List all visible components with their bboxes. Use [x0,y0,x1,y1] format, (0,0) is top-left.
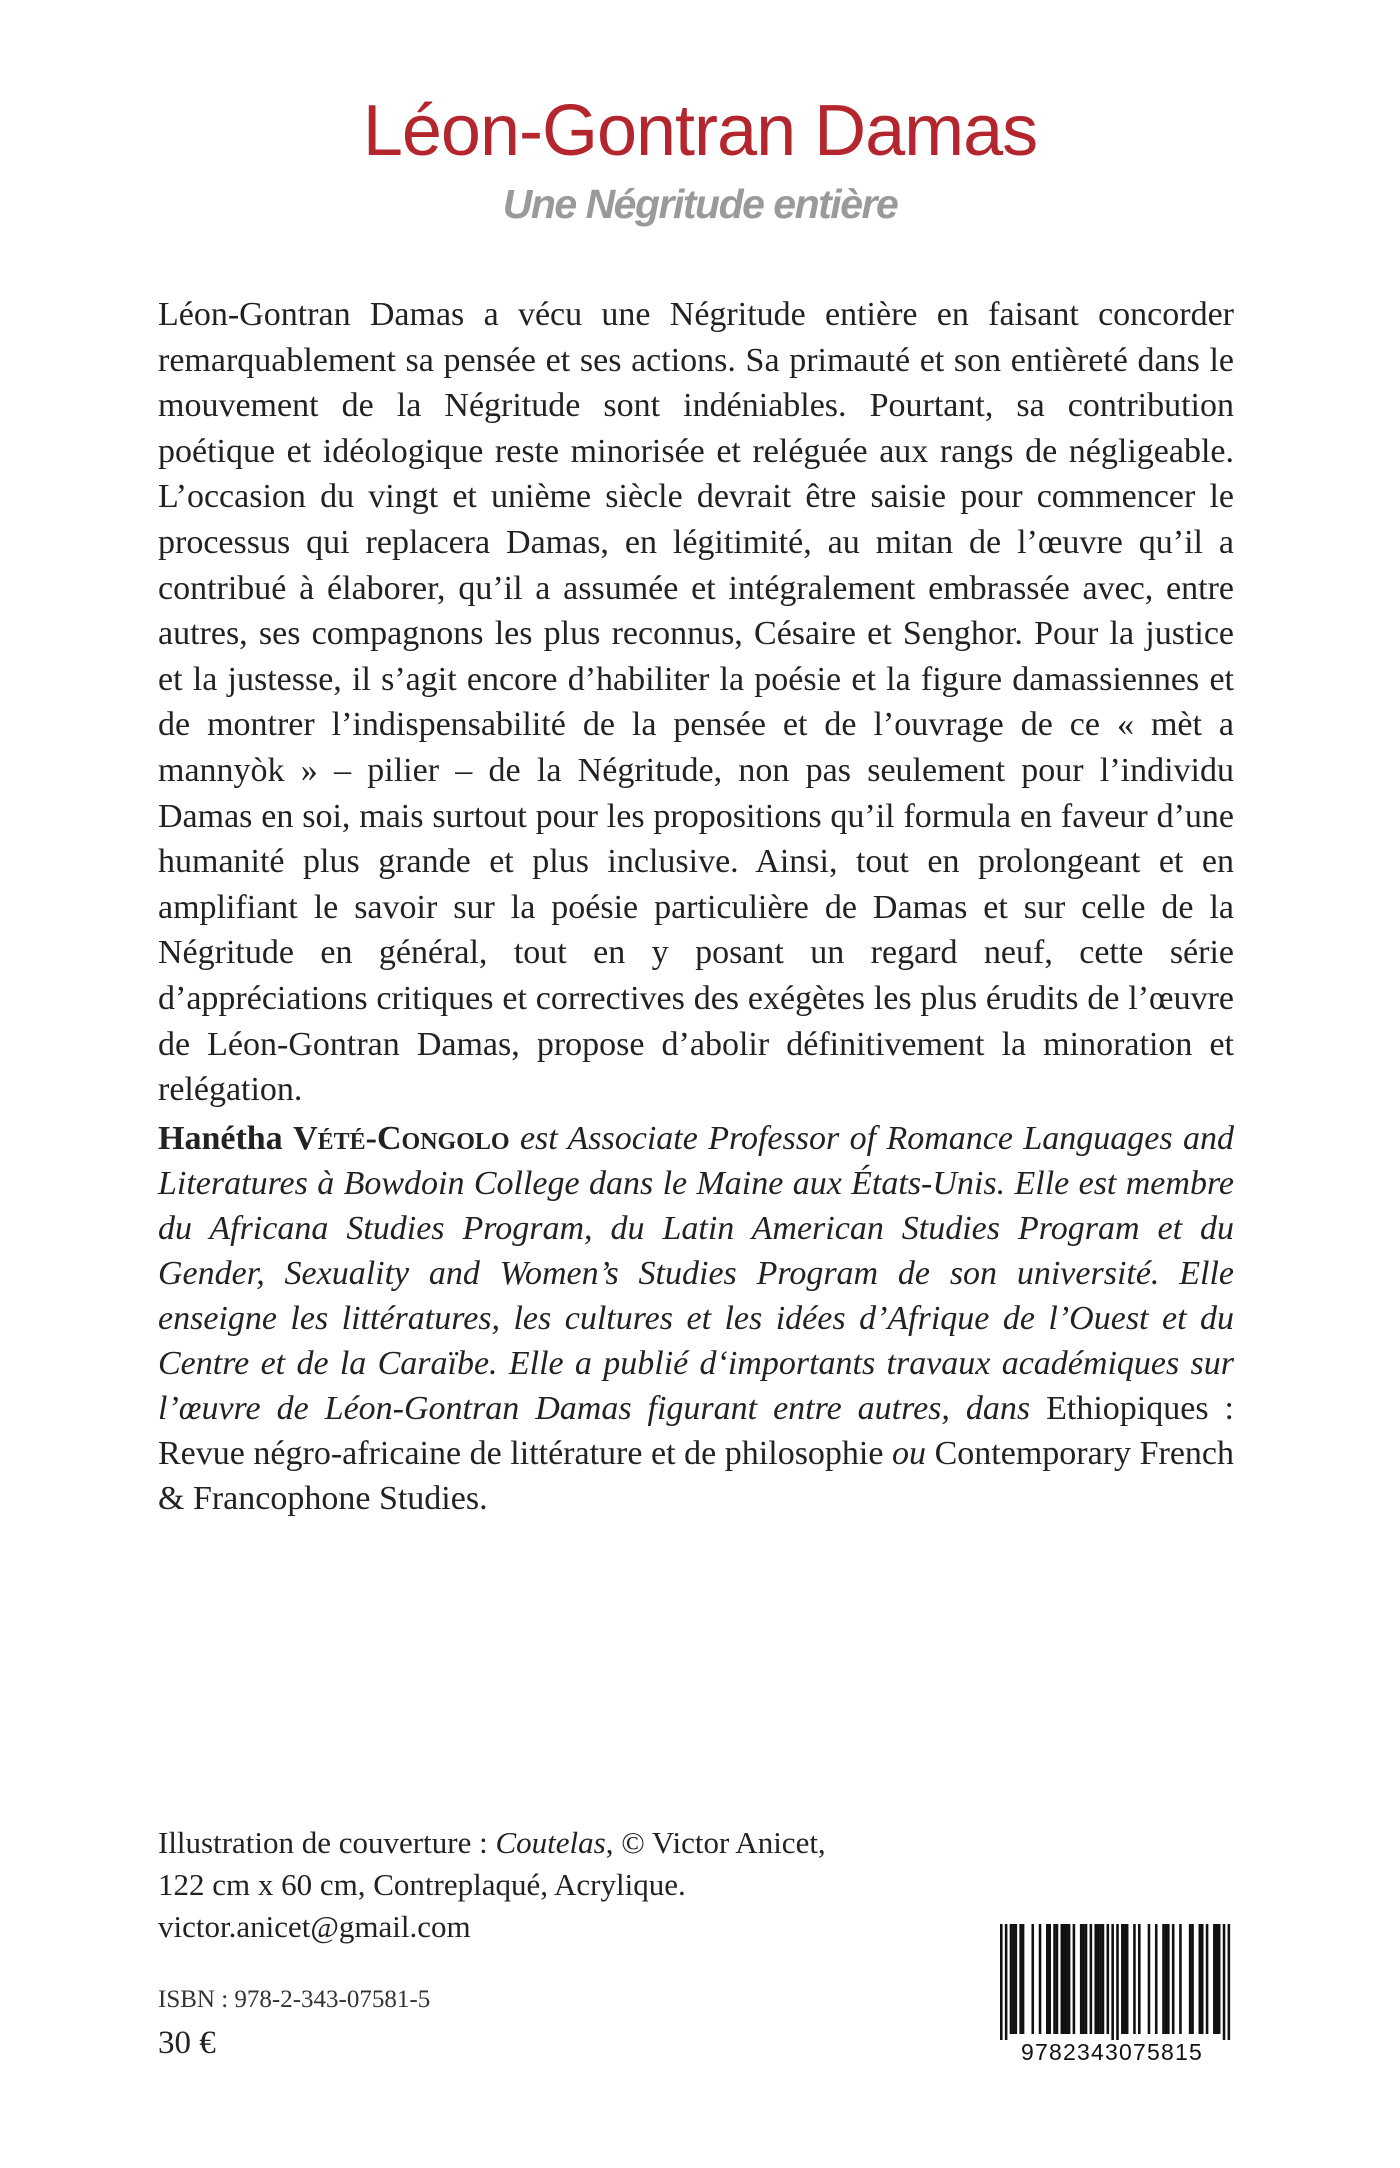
summary-paragraph: Léon-Gontran Damas a vécu une Négritude entière en faisant concorder remarquablement sa pensée et ses actions. Sa primauté et son entièreté dans le mouvement de la Négritude sont indéniables. Pourtant, sa contribution poétique et idéologique reste minorisée et reléguée aux rangs de négligeable. L’occasion du vingt et unième siècle devrait être saisie pour commencer le processus qui replacera Damas, en légitimité, au mitan de l’œuvre qu’il a contribué à élaborer, qu’il a assumée et intégralement embrassée avec, entre autres, ses compagnons les plus reconnus, Césaire et Senghor. Pour la justice et la justesse, il s’agit encore d’habiliter la poésie et la figure damassiennes et de montrer l’indispensabilité de la pensée et de l’ouvrage de ce « mèt a mannyòk » – pilier – de la Négritude, non pas seulement pour l’individu Damas en soi, mais surtout pour les propositions qu’il formula en faveur d’une humanité plus grande et plus inclusive. Ainsi, tout en prolongeant et en amplifiant le savoir sur la poésie particulière de Damas et sur celle de la Négritude en général, tout en y posant un regard neuf, cette série d’appréciations critiques et correctives des exégètes les plus érudits de l’œuvre de Léon-Gontran Damas, propose d’abolir définitivement la minoration et relégation. [158,296,1234,1109]
barcode-bar [1090,1924,1093,2034]
barcode-digits: 9782343075815 [1021,2039,1203,2065]
barcode-bar [1094,1924,1097,2034]
barcode-bar [1155,1924,1158,2034]
author-last-name: Vété-Congolo [293,1120,510,1157]
barcode-bar [1046,1924,1049,2034]
barcode-bar [1206,1924,1209,2034]
barcode-bar [1213,1924,1216,2034]
cover-credits [158,1822,918,1948]
credits-line-1 [158,1822,918,1864]
barcode-bar [1172,1924,1175,2034]
barcode-bar [1000,1924,1003,2040]
book-subtitle: Une Négritude entière [502,181,898,227]
barcode-bar [1010,1924,1013,2034]
barcode-bar [1053,1924,1056,2034]
barcode-bar [1133,1924,1136,2034]
price: 30 € [158,2025,216,2061]
barcode-bar [1099,1924,1102,2034]
credits-artist: , © Victor Anicet, [605,1825,826,1860]
barcode-bar [1012,1924,1015,2034]
barcode-bar [1080,1924,1083,2034]
barcode-bar [1199,1924,1202,2034]
barcode-bar [1022,1924,1025,2034]
journal-ethiopiques: Ethiopiques : Revue négro-africaine de littérature et de philosophie [158,1390,1234,1472]
isbn: ISBN : 978-2-343-07581-5 [158,1986,431,2013]
barcode-bar [1073,1924,1076,2034]
bio-connector: ou [883,1435,935,1472]
barcode-bar [1107,1924,1110,2034]
barcode-bar [1148,1924,1151,2034]
barcode-bar [1228,1924,1231,2040]
barcode-bar [1215,1924,1218,2034]
barcode-bar [1126,1924,1129,2034]
barcode-bar [1102,1924,1105,2034]
barcode-bar [1039,1924,1042,2034]
barcode-bar [1121,1924,1124,2034]
barcode-bar [1048,1924,1051,2034]
barcode-bar [1061,1924,1064,2034]
barcode-bar [1056,1924,1059,2034]
barcode-bar [1189,1924,1192,2034]
barcode-bar [1223,1924,1226,2040]
barcode-bar [1201,1924,1204,2034]
barcode-bar [1019,1924,1022,2034]
barcode-bar [1111,1924,1114,2040]
barcode-bar [1065,1924,1068,2034]
artwork-title: Coutelas [495,1825,606,1860]
barcode-bar [1063,1924,1066,2034]
barcode-bar [1218,1924,1221,2034]
credits-prefix: Illustration de couverture : [158,1825,496,1860]
bio-text: est Associate Professor of Romance Languages and Literatures à Bowdoin College dans le Maine aux États-Unis. Elle est membre du Africana Studies Program, du Latin American Studies Program et du Gender, Sexuality and Women’s Studies Program de son université. Elle enseigne les littératures, les cultures et les idées d’Afrique de l’Ouest et du Centre et de la Caraïbe. Elle a publié d‘importants travaux académiques sur l’œuvre de Léon-Gontran Damas figurant entre autres, dans [158,1120,1234,1427]
barcode-bar [1138,1924,1141,2034]
barcode-bar [1165,1924,1168,2034]
barcode-bar [1167,1924,1170,2034]
barcode-bar [1179,1924,1182,2034]
barcode-bar [1162,1924,1165,2034]
book-title: Léon-Gontran Damas [362,91,1038,171]
barcode-bar [1191,1924,1194,2034]
journal-contemporary-french: Contemporary French & Francophone Studies. [158,1435,1235,1517]
barcode-bar [1097,1924,1100,2034]
barcode-bar [1015,1924,1018,2034]
barcode-bar [1068,1924,1071,2034]
author-bio [158,1116,1234,1521]
barcode-bar [1116,1924,1119,2040]
credits-line-2: 122 cm x 60 cm, Contreplaqué, Acrylique. [158,1867,686,1902]
credits-email: victor.anicet@gmail.com [158,1909,471,1944]
barcode-bar [1085,1924,1088,2034]
barcode-bar [1031,1924,1034,2034]
barcode-bar [1005,1924,1008,2040]
author-first-name: Hanétha [158,1120,283,1157]
barcode-bar [1082,1924,1085,2034]
barcode [990,1922,1234,2067]
barcode-bars [990,1922,1234,2040]
barcode-bar [1123,1924,1126,2034]
